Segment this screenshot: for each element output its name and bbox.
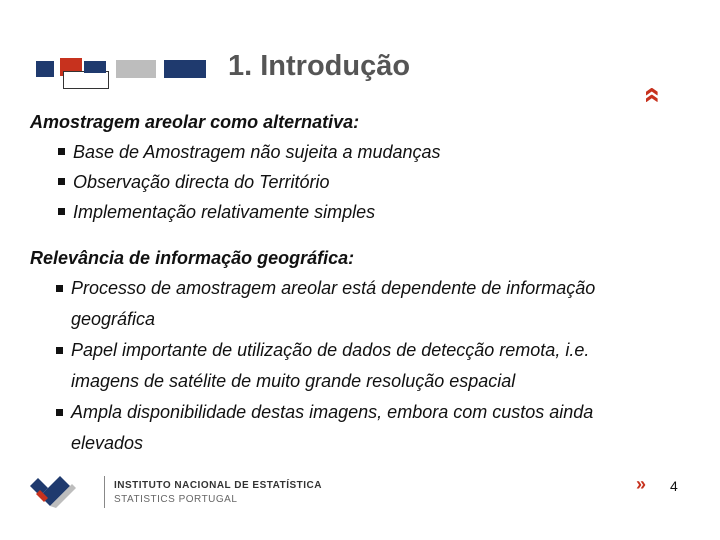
- navy-bar-small: [84, 61, 106, 73]
- navy-bar-right: [164, 60, 206, 78]
- bullet-square-icon: [58, 178, 65, 185]
- navy-square-left: [36, 61, 54, 77]
- ine-logo: [24, 474, 344, 514]
- logo-line-1: INSTITUTO NACIONAL DE ESTATÍSTICA: [114, 480, 322, 491]
- bullet-list-1: [58, 137, 508, 227]
- list-item-text: Ampla disponibilidade destas imagens, embora com custos ainda elevados: [71, 402, 594, 453]
- list-item: [56, 397, 656, 459]
- list-item-text: Implementação relativamente simples: [73, 202, 376, 222]
- list-item: [58, 167, 508, 197]
- list-item-text: Processo de amostragem areolar está dependente de informação geográfica: [71, 278, 596, 329]
- ine-logo-icon: [26, 474, 82, 510]
- bullet-square-icon: [56, 285, 63, 292]
- page-number: 4: [670, 478, 678, 494]
- bullet-list-2: [56, 273, 656, 459]
- double-chevron-icon: «: [637, 86, 670, 104]
- list-item-text: Observação directa do Território: [73, 172, 330, 192]
- bullet-square-icon: [58, 208, 65, 215]
- list-item: [56, 335, 656, 397]
- bullet-square-icon: [56, 409, 63, 416]
- page-title: 1. Introdução: [228, 50, 411, 82]
- logo-divider: [104, 476, 105, 508]
- list-item-text: Papel importante de utilização de dados de detecção remota, i.e. imagens de satélite de muito grande resolução espacial: [71, 340, 590, 391]
- outline-box: [63, 71, 109, 89]
- list-item-text: Base de Amostragem não sujeita a mudanças: [73, 142, 441, 162]
- logo-line-2: STATISTICS PORTUGAL: [114, 494, 238, 505]
- bullet-square-icon: [56, 347, 63, 354]
- section-heading-1: Amostragem areolar como alternativa:: [30, 112, 360, 132]
- list-item: [56, 273, 656, 335]
- list-item: [58, 137, 508, 167]
- section-heading-2: Relevância de informação geográfica:: [30, 248, 355, 268]
- list-item: [58, 197, 508, 227]
- bullet-square-icon: [58, 148, 65, 155]
- grey-bar: [116, 60, 156, 78]
- next-chevron-icon[interactable]: »: [636, 474, 647, 494]
